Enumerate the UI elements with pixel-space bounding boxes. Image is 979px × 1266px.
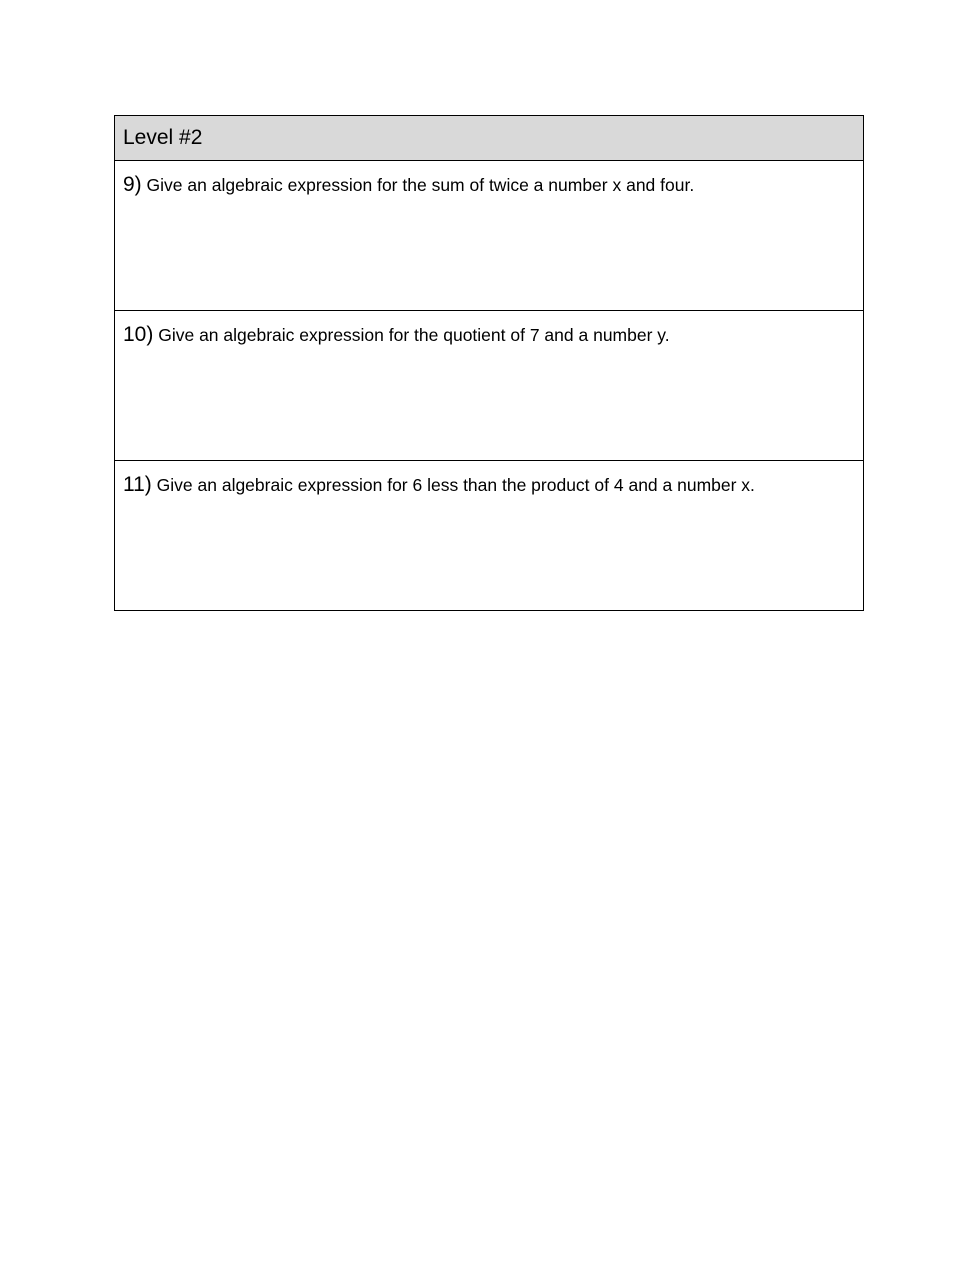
level-header xyxy=(115,116,863,161)
question-number: 9) xyxy=(123,173,142,196)
question-number: 11) xyxy=(123,473,152,496)
question-text: Give an algebraic expression for the sum of twice a number x and four. xyxy=(141,175,695,195)
question-number: 10) xyxy=(123,323,154,346)
question-row-9 xyxy=(115,161,863,311)
question-text: Give an algebraic expression for 6 less than the product of 4 and a number x. xyxy=(151,475,755,495)
question-text: Give an algebraic expression for the quotient of 7 and a number y. xyxy=(153,325,670,345)
level-title: Level #2 xyxy=(123,126,203,149)
worksheet-table xyxy=(114,115,864,611)
question-row-10 xyxy=(115,311,863,461)
question-row-11 xyxy=(115,461,863,610)
